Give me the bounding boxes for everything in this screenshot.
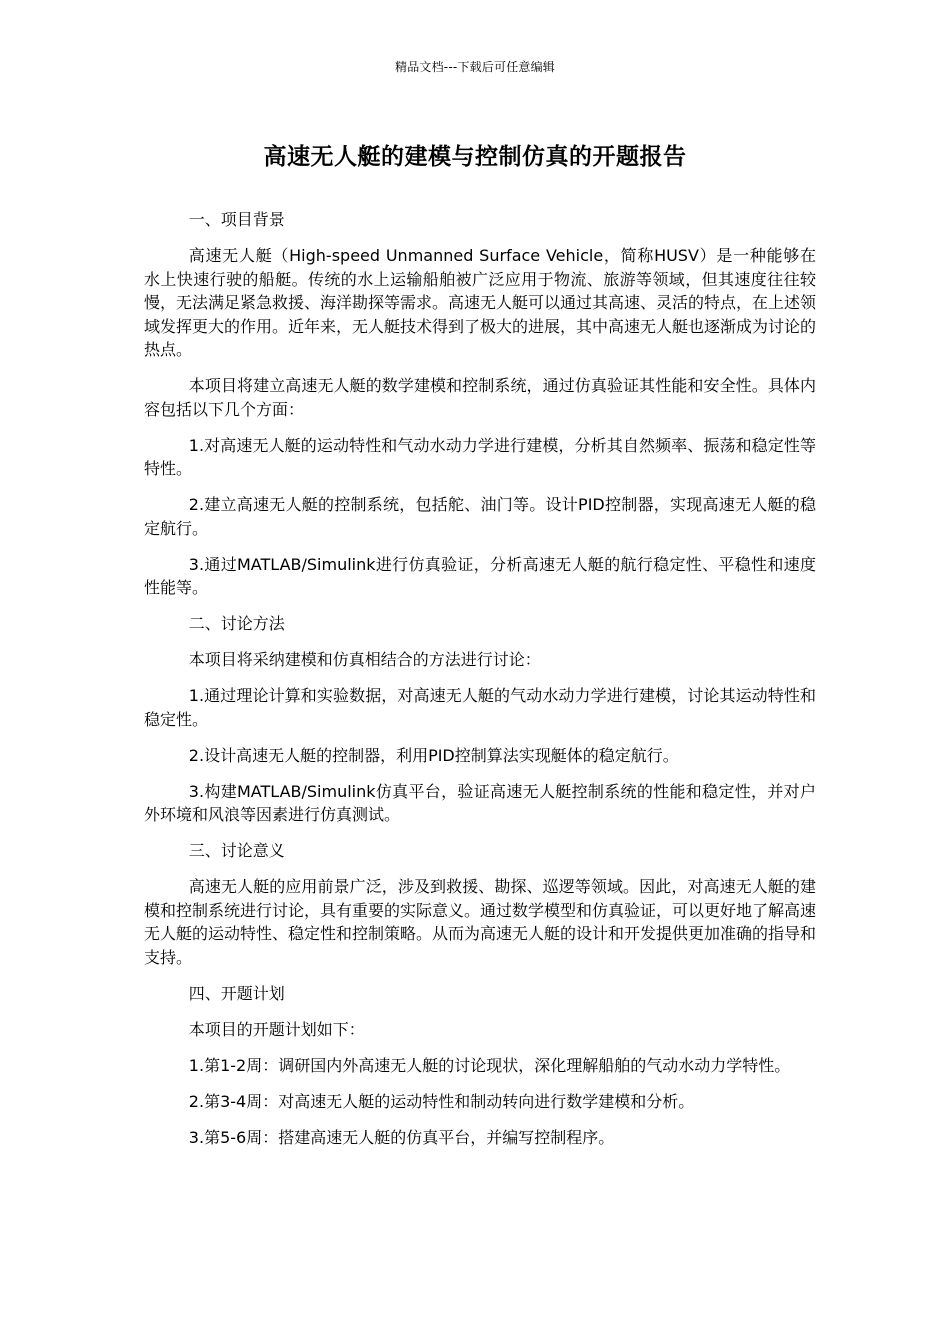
paragraph: 本项目将采纳建模和仿真相结合的方法进行讨论： (188, 650, 541, 669)
paragraph: 高速无人艇（High-speed Unmanned Surface Vehicle，简称HUSV）是一种能够在水上快速行驶的船艇。传统的水上运输船舶被广泛应用于物流、旅游等领域，但其速度往往较慢，无法满足紧急救援、海洋勘探等需求。高速无人艇可以通过其高速、灵活的特点，在上述领域发挥更大的作用。近年来，无人艇技术得到了极大的进展，其中高速无人艇也逐渐成为讨论的热点。 (144, 246, 817, 359)
paragraph: 本项目的开题计划如下： (188, 1019, 365, 1039)
list-item: 3.通过MATLAB/Simulink进行仿真验证，分析高速无人艇的航行稳定性、平稳性和速度性能等。 (144, 554, 816, 597)
document-body (144, 208, 816, 1162)
paragraph: 高速无人艇的应用前景广泛，涉及到救援、勘探、巡逻等领域。因此，对高速无人艇的建模和控制系统进行讨论，具有重要的实际意义。通过数学模型和仿真验证，可以更好地了解高速无人艇的运动特性、稳定性和控制策略。从而为高速无人艇的设计和开发提供更加准确的指导和支持。 (144, 877, 817, 967)
list-item: 1.通过理论计算和实验数据，对高速无人艇的气动水动力学进行建模，讨论其运动特性和稳定性。 (144, 686, 816, 729)
section-heading-method: 二、讨论方法 (188, 614, 285, 633)
section-heading-plan: 四、开题计划 (188, 983, 285, 1003)
header-note: 精品文档---下载后可任意编辑 (395, 60, 555, 74)
list-item: 1.对高速无人艇的运动特性和气动水动力学进行建模，分析其自然频率、振荡和稳定性等特性。 (144, 435, 816, 478)
list-item: 2.第3-4周：对高速无人艇的运动特性和制动转向进行数学建模和分析。 (188, 1091, 695, 1111)
paragraph: 本项目将建立高速无人艇的数学建模和控制系统，通过仿真验证其性能和安全性。具体内容包括以下几个方面： (144, 376, 816, 419)
list-item: 2.设计高速无人艇的控制器，利用PID控制算法实现艇体的稳定航行。 (188, 745, 679, 765)
list-item: 2.建立高速无人艇的控制系统，包括舵、油门等。设计PID控制器，实现高速无人艇的稳定航行。 (144, 495, 816, 538)
section-heading-background: 一、项目背景 (188, 210, 285, 229)
list-item: 3.构建MATLAB/Simulink仿真平台，验证高速无人艇控制系统的性能和稳定性，并对户外环境和风浪等因素进行仿真测试。 (144, 781, 816, 824)
document-title: 高速无人艇的建模与控制仿真的开题报告 (263, 144, 687, 170)
list-item: 3.第5-6周：搭建高速无人艇的仿真平台，并编写控制程序。 (188, 1127, 615, 1147)
section-heading-significance: 三、讨论意义 (188, 841, 285, 860)
list-item: 1.第1-2周：调研国内外高速无人艇的讨论现状，深化理解船舶的气动水动力学特性。 (188, 1055, 791, 1075)
